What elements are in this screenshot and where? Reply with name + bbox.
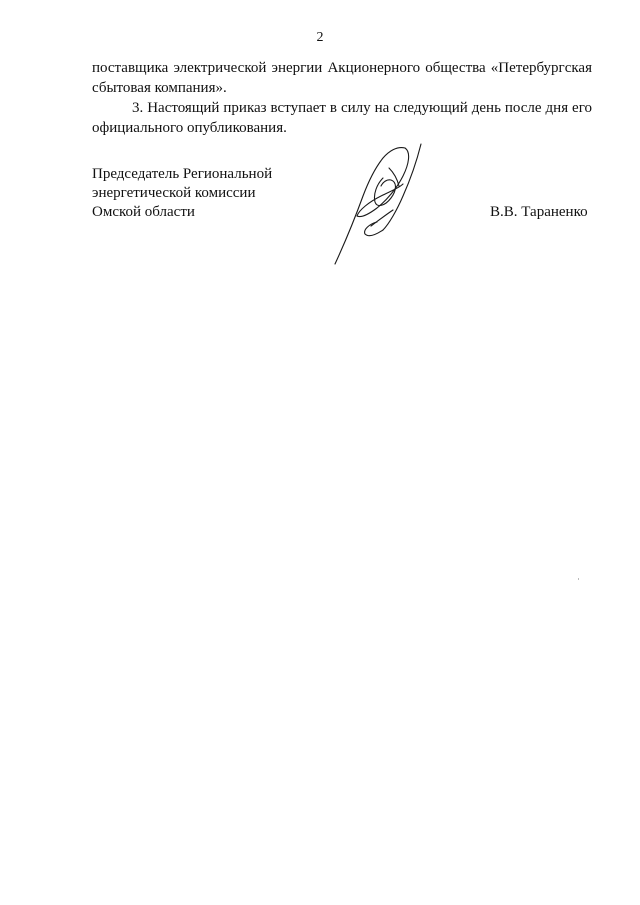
scan-speck xyxy=(578,578,579,580)
signer-title-line-2: энергетической комиссии xyxy=(92,185,256,201)
signer-title-line-3: Омской области xyxy=(92,204,195,220)
page-number: 2 xyxy=(316,30,324,45)
signer-title-line-1: Председатель Региональной xyxy=(92,166,273,182)
paragraph-continued: поставщика электрической энергии Акционерного общества «Петербургская сбытовая компания». xyxy=(92,60,592,96)
handwritten-signature xyxy=(325,138,435,268)
paragraph-3: 3. Настоящий приказ вступает в силу на следующий день после дня его официального опубликования. xyxy=(92,100,592,136)
signer-title xyxy=(92,165,272,222)
document-body xyxy=(92,58,592,138)
signer-name: В.В. Тараненко xyxy=(490,204,588,220)
